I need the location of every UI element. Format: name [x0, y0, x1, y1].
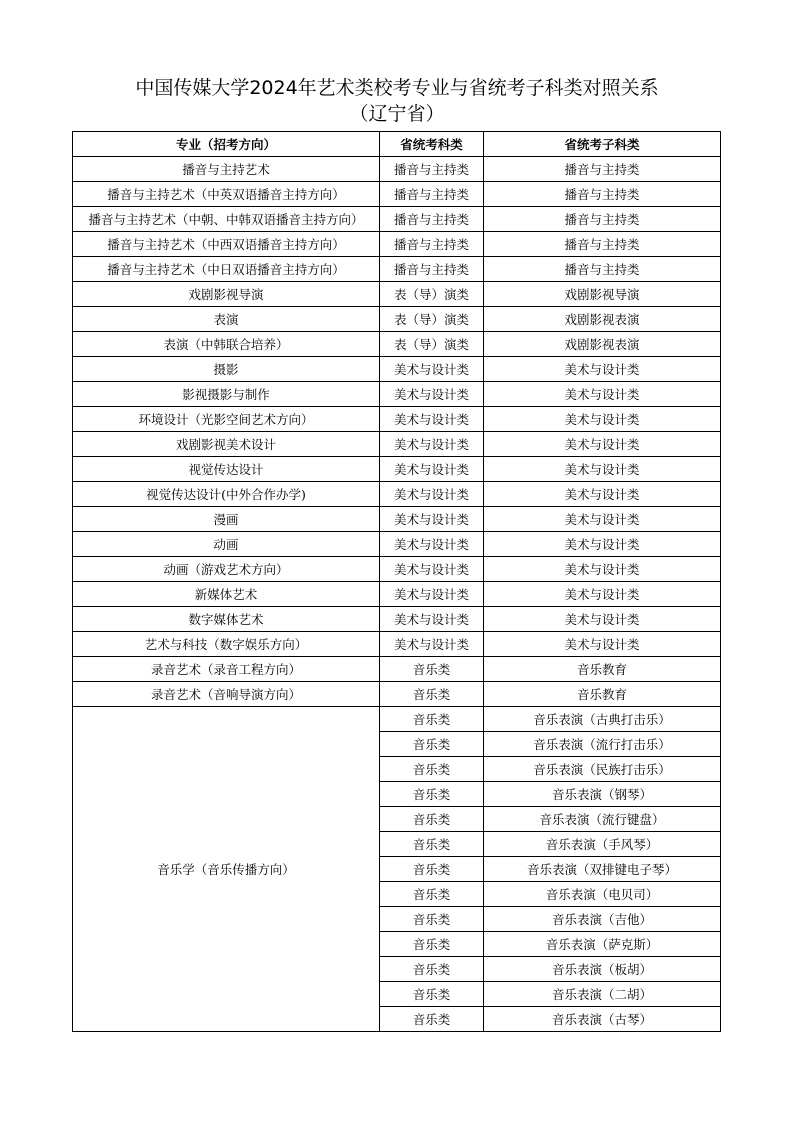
category-cell: 表（导）演类 [380, 332, 484, 357]
category-cell: 音乐类 [380, 807, 484, 832]
category-cell: 音乐类 [380, 857, 484, 882]
category-cell: 美术与设计类 [380, 507, 484, 532]
category-cell: 美术与设计类 [380, 457, 484, 482]
category-cell: 音乐类 [380, 707, 484, 732]
table-header-row [73, 132, 721, 157]
table-row [73, 157, 721, 182]
major-cell: 表演（中韩联合培养） [73, 332, 380, 357]
subcategory-cell: 音乐表演（流行键盘） [484, 807, 721, 832]
category-cell: 美术与设计类 [380, 582, 484, 607]
table-row [73, 282, 721, 307]
major-cell: 数字媒体艺术 [73, 607, 380, 632]
table-row [73, 532, 721, 557]
major-cell: 播音与主持艺术（中西双语播音主持方向） [73, 232, 380, 257]
subcategory-cell: 音乐表演（吉他） [484, 907, 721, 932]
subcategory-cell: 音乐表演（流行打击乐） [484, 732, 721, 757]
category-cell: 美术与设计类 [380, 557, 484, 582]
major-cell: 漫画 [73, 507, 380, 532]
table-row [73, 507, 721, 532]
category-cell: 播音与主持类 [380, 207, 484, 232]
table-row [73, 582, 721, 607]
subcategory-cell: 美术与设计类 [484, 482, 721, 507]
category-cell: 音乐类 [380, 957, 484, 982]
category-cell: 播音与主持类 [380, 182, 484, 207]
subcategory-cell: 播音与主持类 [484, 257, 721, 282]
table-row [73, 182, 721, 207]
table-row [73, 307, 721, 332]
subcategory-cell: 音乐表演（萨克斯） [484, 932, 721, 957]
subcategory-cell: 播音与主持类 [484, 157, 721, 182]
subcategory-cell: 音乐表演（板胡） [484, 957, 721, 982]
subcategory-cell: 音乐表演（民族打击乐） [484, 757, 721, 782]
table-row [73, 657, 721, 682]
document-subtitle-province: （辽宁省） [349, 103, 445, 125]
table-row [73, 332, 721, 357]
table-row [73, 557, 721, 582]
table-row [73, 257, 721, 282]
subcategory-cell: 美术与设计类 [484, 432, 721, 457]
major-cell: 表演 [73, 307, 380, 332]
subcategory-cell: 戏剧影视表演 [484, 307, 721, 332]
subcategory-cell: 播音与主持类 [484, 232, 721, 257]
category-cell: 美术与设计类 [380, 607, 484, 632]
subcategory-cell: 美术与设计类 [484, 357, 721, 382]
category-cell: 美术与设计类 [380, 357, 484, 382]
subcategory-cell: 音乐表演（双排键电子琴） [484, 857, 721, 882]
major-cell: 视觉传达设计 [73, 457, 380, 482]
subcategory-cell: 音乐教育 [484, 682, 721, 707]
category-cell: 表（导）演类 [380, 307, 484, 332]
header-category: 省统考科类 [380, 132, 484, 157]
category-cell: 音乐类 [380, 882, 484, 907]
major-cell: 播音与主持艺术（中英双语播音主持方向） [73, 182, 380, 207]
subcategory-cell: 音乐表演（古琴） [484, 1007, 721, 1032]
subcategory-cell: 音乐表演（手风琴） [484, 832, 721, 857]
table-row [73, 232, 721, 257]
subcategory-cell: 音乐表演（古典打击乐） [484, 707, 721, 732]
category-cell: 音乐类 [380, 982, 484, 1007]
major-cell: 艺术与科技（数字娱乐方向） [73, 632, 380, 657]
mapping-table [72, 131, 721, 1032]
major-cell: 录音艺术（音响导演方向） [73, 682, 380, 707]
merged-major-cell: 音乐学（音乐传播方向） [73, 707, 380, 1032]
category-cell: 播音与主持类 [380, 232, 484, 257]
major-cell: 录音艺术（录音工程方向） [73, 657, 380, 682]
table-row [73, 607, 721, 632]
table-row [73, 432, 721, 457]
table-row [73, 207, 721, 232]
table-row [73, 707, 721, 732]
subcategory-cell: 音乐教育 [484, 657, 721, 682]
subcategory-cell: 播音与主持类 [484, 182, 721, 207]
table-row [73, 682, 721, 707]
category-cell: 表（导）演类 [380, 282, 484, 307]
subcategory-cell: 美术与设计类 [484, 532, 721, 557]
header-major: 专业（招考方向） [73, 132, 380, 157]
subcategory-cell: 美术与设计类 [484, 457, 721, 482]
subcategory-cell: 音乐表演（二胡） [484, 982, 721, 1007]
subcategory-cell: 美术与设计类 [484, 632, 721, 657]
table-row [73, 632, 721, 657]
table-row [73, 382, 721, 407]
category-cell: 音乐类 [380, 932, 484, 957]
major-cell: 戏剧影视导演 [73, 282, 380, 307]
subcategory-cell: 美术与设计类 [484, 407, 721, 432]
table-row [73, 357, 721, 382]
document-title: 中国传媒大学2024年艺术类校考专业与省统考子科类对照关系 [135, 77, 659, 99]
category-cell: 音乐类 [380, 732, 484, 757]
table-row [73, 457, 721, 482]
subcategory-cell: 音乐表演（电贝司） [484, 882, 721, 907]
subcategory-cell: 美术与设计类 [484, 607, 721, 632]
major-cell: 动画（游戏艺术方向） [73, 557, 380, 582]
category-cell: 美术与设计类 [380, 632, 484, 657]
category-cell: 美术与设计类 [380, 382, 484, 407]
header-subcategory: 省统考子科类 [484, 132, 721, 157]
major-cell: 新媒体艺术 [73, 582, 380, 607]
category-cell: 音乐类 [380, 757, 484, 782]
category-cell: 音乐类 [380, 782, 484, 807]
major-cell: 播音与主持艺术 [73, 157, 380, 182]
subcategory-cell: 戏剧影视表演 [484, 332, 721, 357]
major-cell: 播音与主持艺术（中朝、中韩双语播音主持方向） [73, 207, 380, 232]
category-cell: 音乐类 [380, 907, 484, 932]
major-cell: 影视摄影与制作 [73, 382, 380, 407]
major-cell: 动画 [73, 532, 380, 557]
table-row [73, 407, 721, 432]
category-cell: 音乐类 [380, 832, 484, 857]
subcategory-cell: 美术与设计类 [484, 557, 721, 582]
table-body [73, 157, 721, 1032]
major-cell: 摄影 [73, 357, 380, 382]
category-cell: 音乐类 [380, 657, 484, 682]
subcategory-cell: 音乐表演（钢琴） [484, 782, 721, 807]
category-cell: 美术与设计类 [380, 482, 484, 507]
category-cell: 播音与主持类 [380, 157, 484, 182]
category-cell: 音乐类 [380, 1007, 484, 1032]
subcategory-cell: 美术与设计类 [484, 582, 721, 607]
category-cell: 播音与主持类 [380, 257, 484, 282]
major-cell: 戏剧影视美术设计 [73, 432, 380, 457]
major-cell: 播音与主持艺术（中日双语播音主持方向） [73, 257, 380, 282]
subcategory-cell: 戏剧影视导演 [484, 282, 721, 307]
subcategory-cell: 美术与设计类 [484, 382, 721, 407]
category-cell: 音乐类 [380, 682, 484, 707]
major-cell: 视觉传达设计(中外合作办学) [73, 482, 380, 507]
major-cell: 环境设计（光影空间艺术方向） [73, 407, 380, 432]
category-cell: 美术与设计类 [380, 532, 484, 557]
category-cell: 美术与设计类 [380, 432, 484, 457]
category-cell: 美术与设计类 [380, 407, 484, 432]
table-row [73, 482, 721, 507]
subcategory-cell: 播音与主持类 [484, 207, 721, 232]
subcategory-cell: 美术与设计类 [484, 507, 721, 532]
